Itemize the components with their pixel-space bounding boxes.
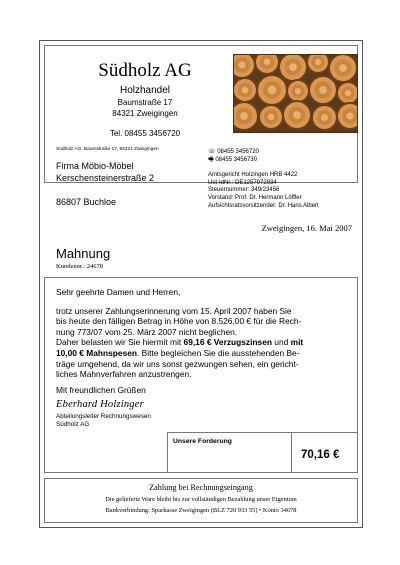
company-name: Südholz AG — [98, 60, 192, 81]
info-tax: Steuernummer: 349/23456 — [208, 187, 280, 194]
signer-role: Abteilungsleiter Rechnungswesen — [56, 413, 151, 421]
body-line-5: 10,00 € Mahnspesen. Bitte begleichen Sie die ausstehenden Be- — [56, 347, 300, 358]
recipient-name: Firma Möbio-Möbel — [56, 161, 134, 171]
body-line-1: trotz unserer Zahlungserinnerung vom 15. April 2007 haben Sie — [56, 305, 292, 316]
info-board: Vorstand: Prof. Dr. Hermann Löffler — [208, 195, 302, 202]
info-chair: Aufsichtsratsvorsitzender: Dr. Hans Albert — [208, 202, 319, 209]
claim-amount: 70,16 € — [301, 449, 340, 461]
wood-logs-image — [233, 54, 358, 133]
info-phone: 08455 3456720 — [217, 149, 259, 155]
letter-footer — [44, 478, 358, 523]
body-line-4: Daher belasten wir Sie hiermit mit 69,16 € Verzugszinsen und mit — [56, 337, 304, 348]
closing: Mit freundlichen Grüßen — [56, 384, 146, 395]
body-line-6: träge umgehend, da wir uns sonst gezwungen sehen, ein gericht- — [56, 358, 299, 369]
contact-block — [208, 148, 259, 164]
fax-icon: 🖷 — [208, 157, 214, 163]
info-court: Amtsgericht Holzingen HRB 4422 — [208, 172, 298, 178]
fees-amount: 10,00 € Mahnspesen — [56, 347, 137, 358]
footer-payment: Zahlung bei Rechnungseingang — [149, 483, 253, 492]
letter-title: Mahnung — [56, 246, 111, 261]
recipient-city: 86807 Buchloe — [56, 197, 117, 207]
body-line-7: liches Mahnverfahren anzustrengen. — [56, 369, 192, 380]
info-fax: 08455 3456730 — [215, 157, 258, 163]
body-line-3: nung 773/07 vom 25. März 2007 nicht beglichen. — [56, 326, 238, 337]
company-phone: Tel. 08455 3456720 — [109, 129, 181, 138]
letter-body — [44, 277, 358, 473]
company-street: Baumstraße 17 — [117, 98, 173, 107]
company-subtitle: Holzhandel — [119, 85, 171, 96]
letter-page — [39, 40, 363, 528]
company-info-block — [208, 172, 319, 211]
company-city: 84321 Zweigingen — [112, 109, 178, 118]
customer-number: Kundennr.: 24678 — [56, 263, 103, 270]
signature: Eberhard Holzinger — [56, 399, 144, 411]
sender-line: Südholz AG, Baumstraße 17, 84321 Zweigingen — [56, 147, 159, 152]
claim-label: Unsere Forderung — [173, 438, 232, 445]
info-vat: Ust-IdNr.: DE1257972934 — [208, 179, 277, 186]
phone-icon: ☏ — [208, 149, 216, 155]
letter-date: Zweigingen, 16. Mai 2007 — [261, 223, 352, 233]
footer-ownership: Die gelieferte Ware bleibt bis zur vollständigen Bezahlung unser Eigentum — [105, 496, 297, 503]
interest-amount: 69,16 € Verzugszinsen — [183, 337, 272, 348]
recipient-street: Kerschensteinerstraße 2 — [56, 173, 155, 183]
body-line-2: bis heute den fälligen Betrag in Höhe von 8.526,00 € für die Rech- — [56, 316, 302, 327]
footer-bank: Bankverbindung: Sparkasse Zweigingen (BLZ 720 933 55) • Konto 34678 — [105, 507, 297, 514]
signer-org: Südholz AG — [56, 421, 90, 429]
salutation: Sehr geehrte Damen und Herren, — [56, 287, 181, 297]
